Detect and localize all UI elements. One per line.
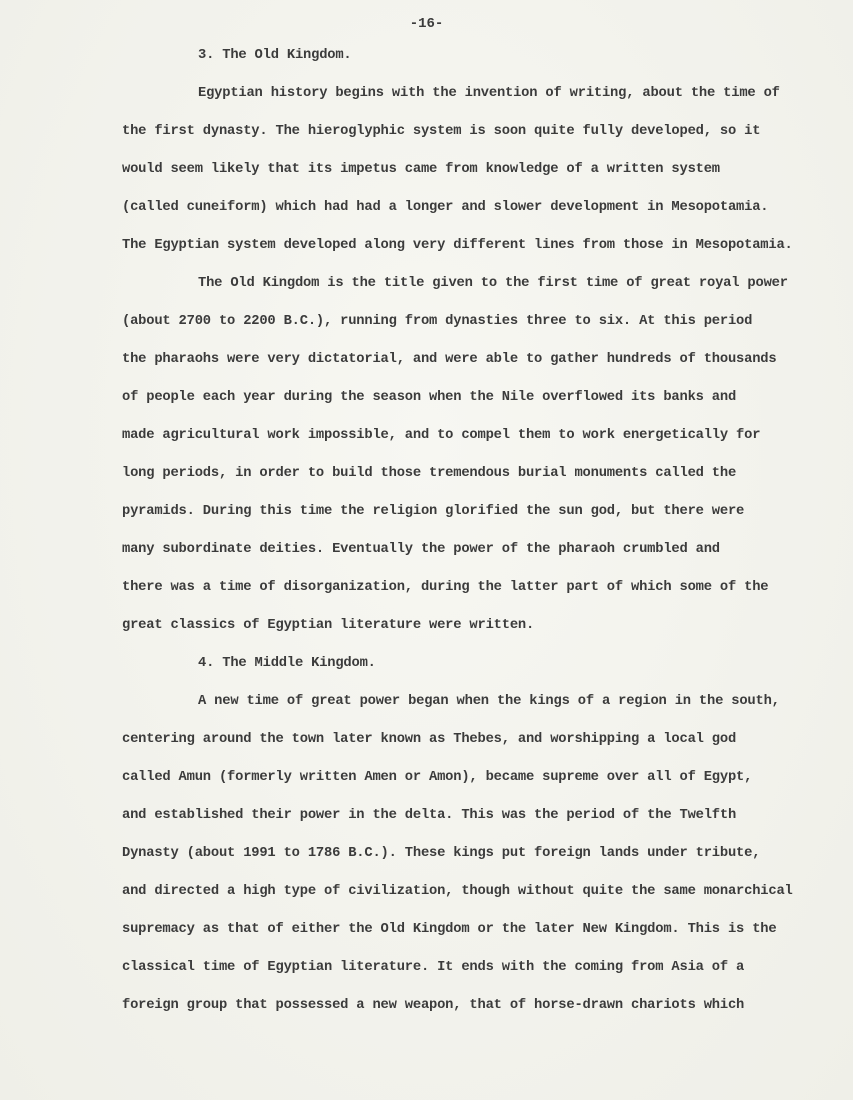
text-line: and established their power in the delta. This was the period of the Twelfth <box>122 808 737 823</box>
text-line: made agricultural work impossible, and to compel them to work energetically for <box>122 428 761 443</box>
text-line: the first dynasty. The hieroglyphic system is soon quite fully developed, so it <box>122 124 761 139</box>
text-line: long periods, in order to build those tremendous burial monuments called the <box>122 466 737 481</box>
text-line: great classics of Egyptian literature were written. <box>122 618 535 633</box>
text-line: The Egyptian system developed along very different lines from those in Mesopotamia. <box>122 238 793 253</box>
text-line: there was a time of disorganization, during the latter part of which some of the <box>122 580 769 595</box>
text-line: foreign group that possessed a new weapon, that of horse-drawn chariots which <box>122 998 745 1013</box>
text-line: the pharaohs were very dictatorial, and were able to gather hundreds of thousands <box>122 352 777 367</box>
text-line: supremacy as that of either the Old Kingdom or the later New Kingdom. This is the <box>122 922 777 937</box>
text-line: Dynasty (about 1991 to 1786 B.C.). These kings put foreign lands under tribute, <box>122 846 761 861</box>
text-line: The Old Kingdom is the title given to the first time of great royal power <box>198 276 788 291</box>
text-line: (about 2700 to 2200 B.C.), running from dynasties three to six. At this period <box>122 314 753 329</box>
text-line: (called cuneiform) which had had a longer and slower development in Mesopotamia. <box>122 200 769 215</box>
text-line: would seem likely that its impetus came from knowledge of a written system <box>122 162 720 177</box>
section-heading: 3. The Old Kingdom. <box>198 48 352 63</box>
page-number: -16- <box>409 16 444 32</box>
text-line: called Amun (formerly written Amen or Amon), became supreme over all of Egypt, <box>122 770 753 785</box>
text-line: of people each year during the season when the Nile overflowed its banks and <box>122 390 737 405</box>
text-line: pyramids. During this time the religion glorified the sun god, but there were <box>122 504 745 519</box>
text-line: A new time of great power began when the kings of a region in the south, <box>198 694 780 709</box>
text-line: Egyptian history begins with the invention of writing, about the time of <box>198 86 780 101</box>
text-line: many subordinate deities. Eventually the power of the pharaoh crumbled and <box>122 542 720 557</box>
text-line: classical time of Egyptian literature. It ends with the coming from Asia of a <box>122 960 745 975</box>
section-heading: 4. The Middle Kingdom. <box>198 656 376 671</box>
text-line: and directed a high type of civilization, though without quite the same monarchical <box>122 884 793 899</box>
text-line: centering around the town later known as Thebes, and worshipping a local god <box>122 732 737 747</box>
